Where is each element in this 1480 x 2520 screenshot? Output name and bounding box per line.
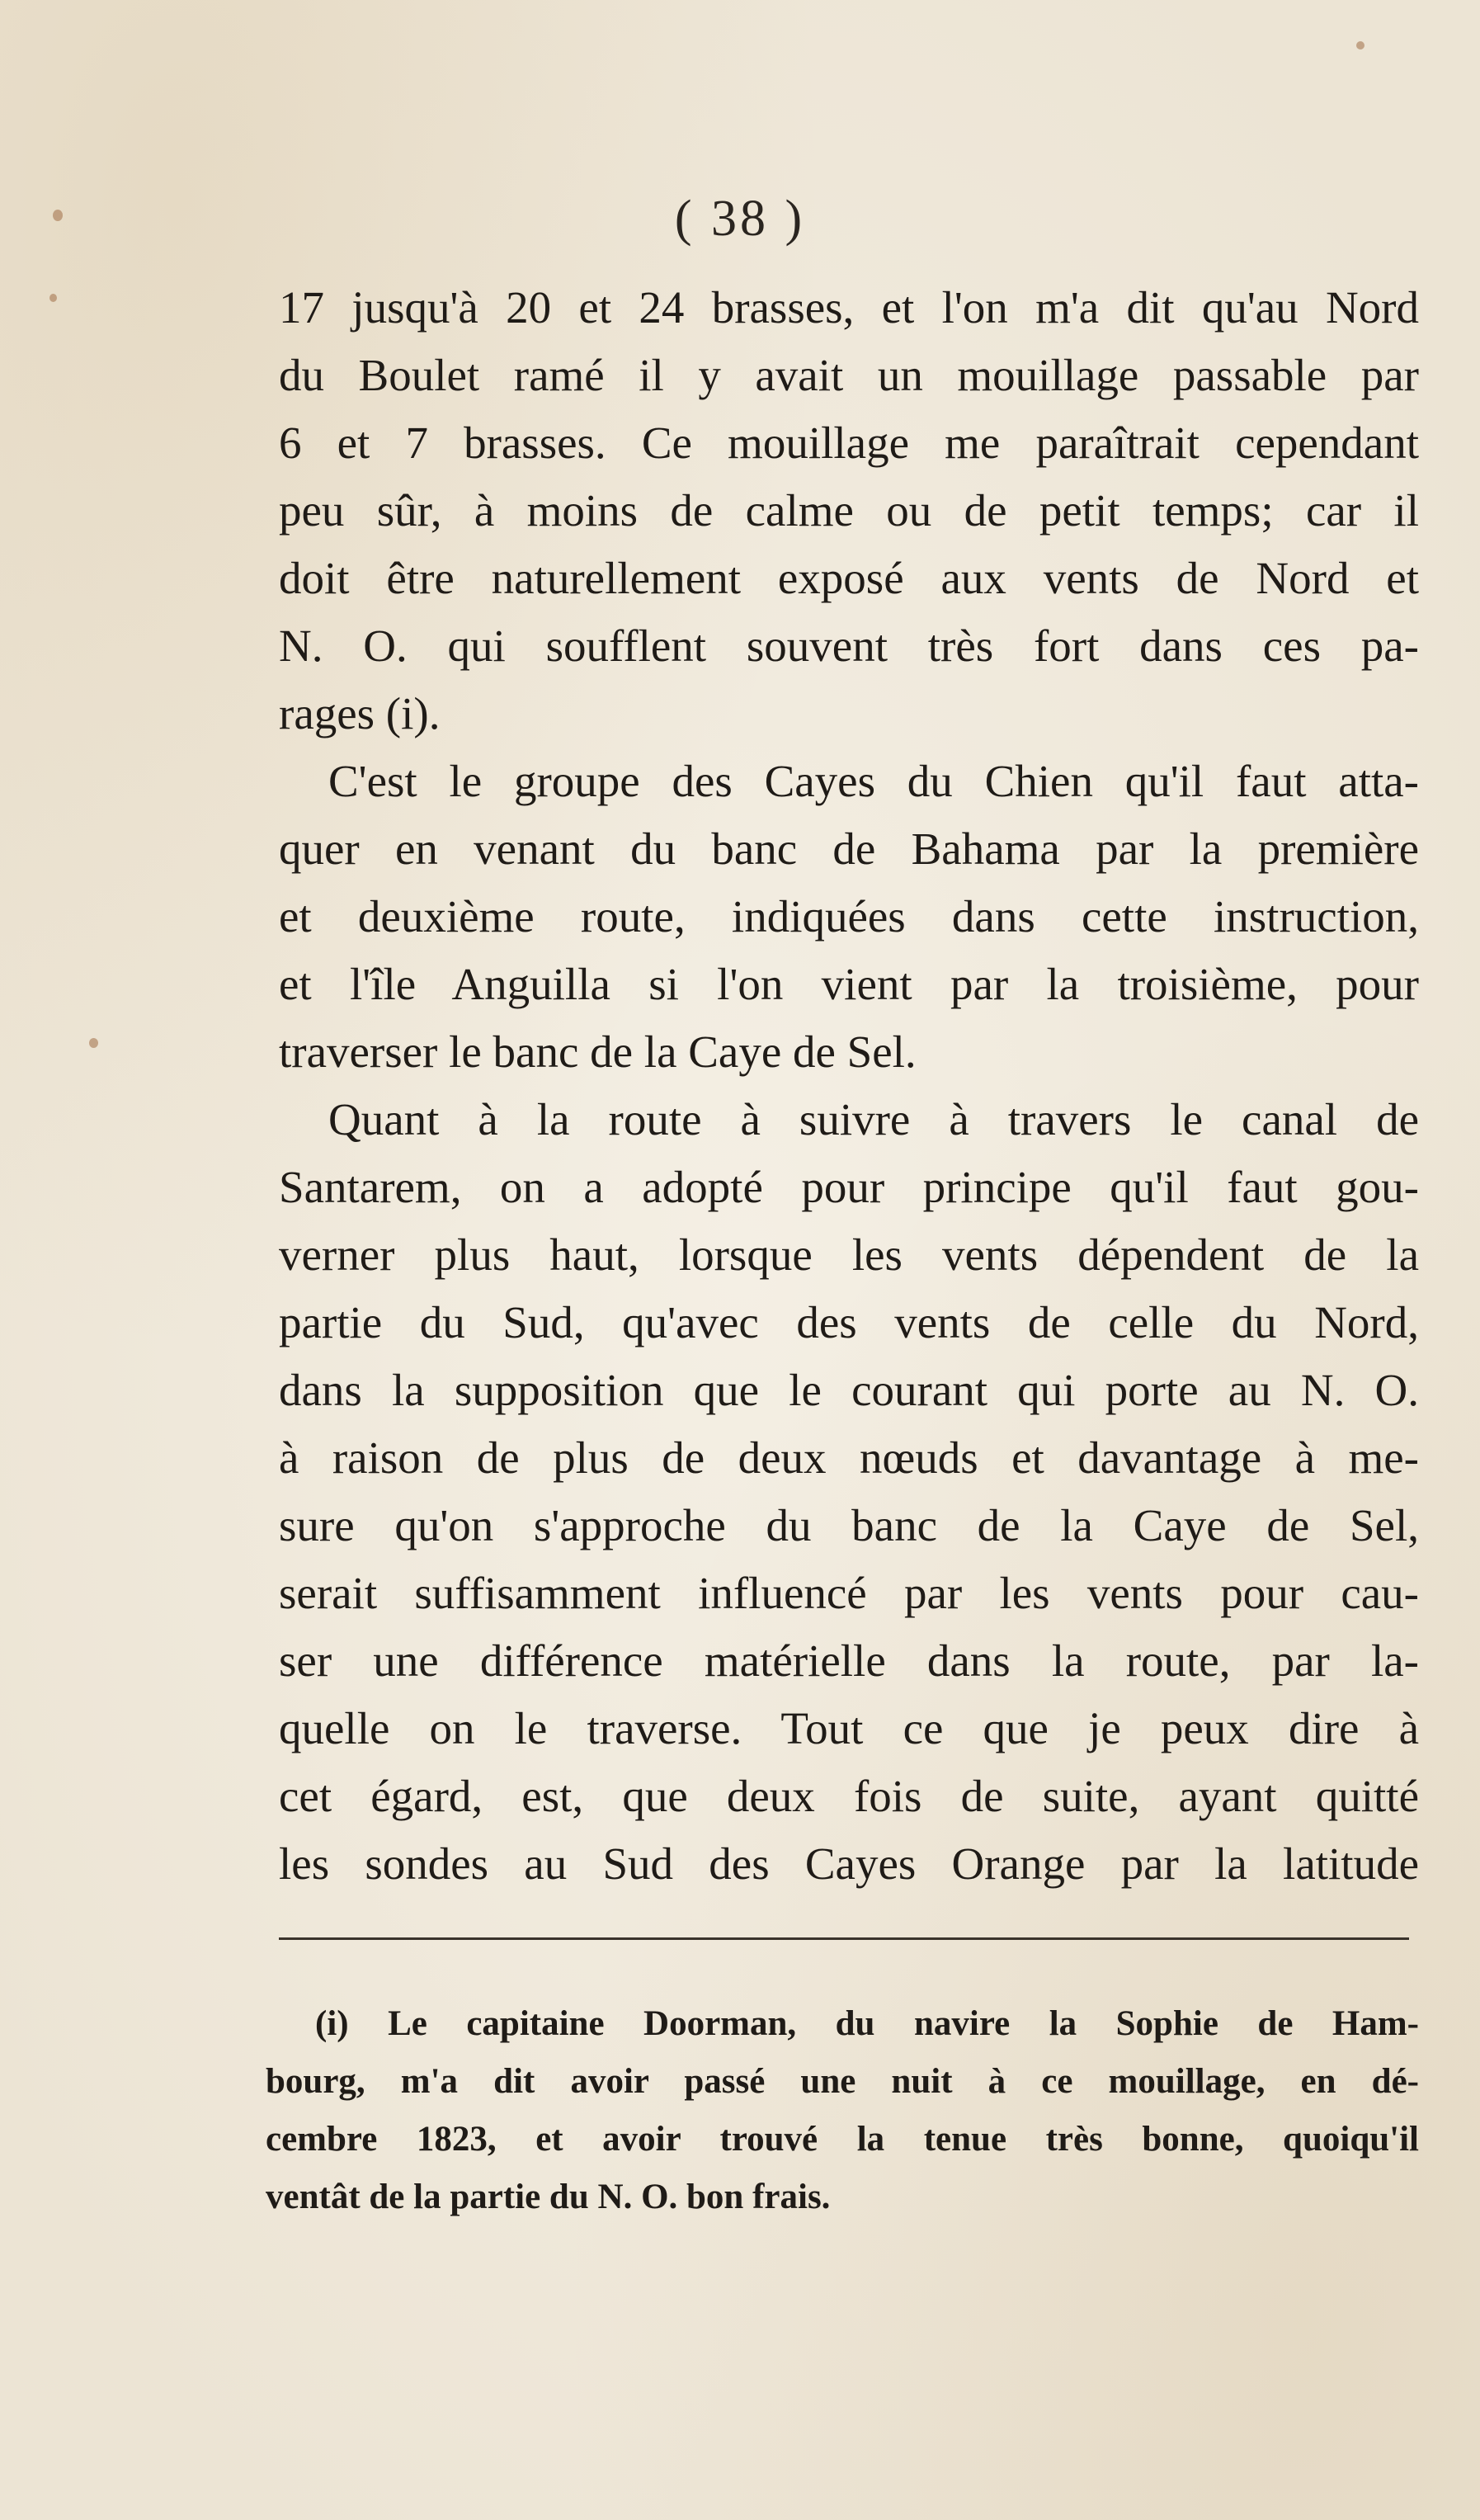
text-line: du Boulet ramé il y avait un mouillage passable par (279, 350, 1419, 400)
text-line: doit être naturellement exposé aux vents de Nord et (279, 553, 1419, 603)
main-text (279, 274, 1419, 1898)
footnote-line: (i) Le capitaine Doorman, du navire la Sophie de Ham- (315, 2004, 1419, 2043)
text-line: Quant à la route à suivre à travers le canal de (328, 1094, 1419, 1144)
paper-stain (1356, 41, 1365, 50)
text-line: partie du Sud, qu'avec des vents de celle du Nord, (279, 1297, 1419, 1347)
text-line: C'est le groupe des Cayes du Chien qu'il faut atta- (328, 756, 1419, 806)
text-line: 6 et 7 brasses. Ce mouillage me paraîtrait cependant (279, 418, 1419, 468)
footnote-line: ventât de la partie du N. O. bon frais. (266, 2178, 831, 2216)
text-line: quelle on le traverse. Tout ce que je peux dire à (279, 1703, 1419, 1753)
text-line: cet égard, est, que deux fois de suite, ayant quitté (279, 1771, 1419, 1821)
footnote-divider (279, 1937, 1409, 1940)
text-line: dans la supposition que le courant qui porte au N. O. (279, 1365, 1419, 1415)
text-line: à raison de plus de deux nœuds et davantage à me- (279, 1432, 1419, 1483)
page-number: ( 38 ) (674, 191, 806, 247)
footnote-line: cembre 1823, et avoir trouvé la tenue très bonne, quoiqu'il (266, 2120, 1419, 2159)
text-line: peu sûr, à moins de calme ou de petit temps; car il (279, 485, 1419, 536)
text-line: Santarem, on a adopté pour principe qu'il faut gou- (279, 1162, 1419, 1212)
paper-stain (49, 294, 57, 302)
text-line: sure qu'on s'approche du banc de la Caye de Sel, (279, 1500, 1419, 1550)
text-line: serait suffisamment influencé par les vents pour cau- (279, 1568, 1419, 1618)
text-line: N. O. qui soufflent souvent très fort dans ces pa- (279, 621, 1419, 671)
text-line: traverser le banc de la Caye de Sel. (279, 1026, 917, 1077)
text-line: ser une différence matérielle dans la route, par la- (279, 1635, 1419, 1686)
footnote (266, 1995, 1419, 2226)
paper-stain (89, 1038, 98, 1048)
text-line: quer en venant du banc de Bahama par la première (279, 823, 1419, 874)
text-line: et l'île Anguilla si l'on vient par la troisième, pour (279, 959, 1419, 1009)
text-line: les sondes au Sud des Cayes Orange par la latitude (279, 1838, 1419, 1889)
text-line: 17 jusqu'à 20 et 24 brasses, et l'on m'a dit qu'au Nord (279, 282, 1419, 333)
footnote-line: bourg, m'a dit avoir passé une nuit à ce mouillage, en dé- (266, 2062, 1419, 2101)
text-line: et deuxième route, indiquées dans cette instruction, (279, 891, 1419, 941)
text-line: rages (i). (279, 688, 441, 739)
text-line: verner plus haut, lorsque les vents dépendent de la (279, 1229, 1419, 1280)
